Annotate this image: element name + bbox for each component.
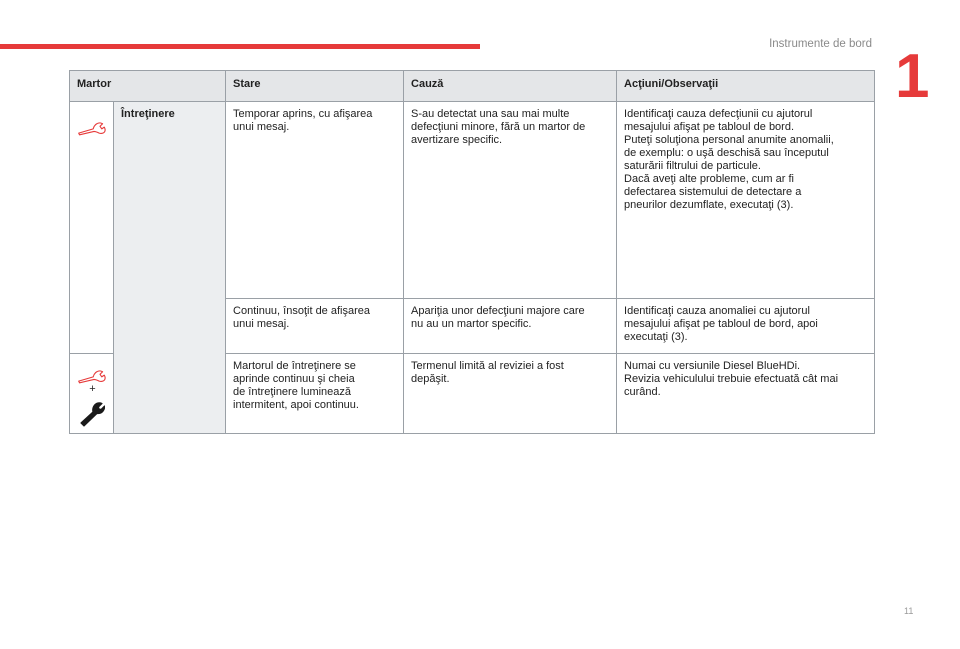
state-cell: Martorul de întreţinere se aprinde continuu şi cheia de întreţinere luminează intermitent, apoi continuu. (226, 354, 404, 434)
page-number: 11 (904, 606, 914, 616)
warning-lights-table (69, 70, 875, 434)
cause-cell: Apariţia unor defecţiuni majore care nu au un martor specific. (404, 299, 617, 354)
cause-cell: S-au detectat una sau mai multe defecţiuni minore, fără un martor de avertizare specific. (404, 102, 617, 299)
wrench-outline-icon (77, 108, 106, 136)
column-header-stare: Stare (226, 71, 404, 102)
header-accent-bar (0, 44, 480, 49)
chapter-number: 1 (895, 42, 930, 111)
warning-light-name: Întreţinere (114, 102, 226, 434)
column-header-martor: Martor (70, 71, 226, 102)
actions-cell: Numai cu versiunile Diesel BlueHDi. Revizia vehiculului trebuie efectuată cât mai curând. (617, 354, 875, 434)
warning-light-cell (70, 102, 114, 354)
plus-sign: + (89, 383, 96, 395)
wrench-solid-icon (77, 395, 106, 427)
warning-light-cell (70, 354, 114, 434)
state-cell: Continuu, însoţit de afişarea unui mesaj. (226, 299, 404, 354)
column-header-actiuni: Acţiuni/Observaţii (617, 71, 875, 102)
table-row (70, 102, 875, 299)
actions-cell: Identificaţi cauza anomaliei cu ajutorul mesajului afişat pe tabloul de bord, apoi executaţi (3). (617, 299, 875, 354)
section-title: Instrumente de bord (769, 38, 872, 50)
cause-cell: Termenul limită al reviziei a fost depăşit. (404, 354, 617, 434)
wrench-outline-icon (77, 360, 106, 384)
state-cell: Temporar aprins, cu afişarea unui mesaj. (226, 102, 404, 299)
table-header-row (70, 71, 875, 102)
actions-cell: Identificaţi cauza defecţiunii cu ajutorul mesajului afişat pe tabloul de bord. Puteţi soluţiona personal anumite anomalii, de exemplu: o uşă deschisă sau începutul saturării filtrului de particule. Dacă aveţi alte probleme, cum ar fi defectarea sistemului de detectare a pneurilor dezumflate, executaţi (3). (617, 102, 875, 299)
column-header-cauza: Cauză (404, 71, 617, 102)
